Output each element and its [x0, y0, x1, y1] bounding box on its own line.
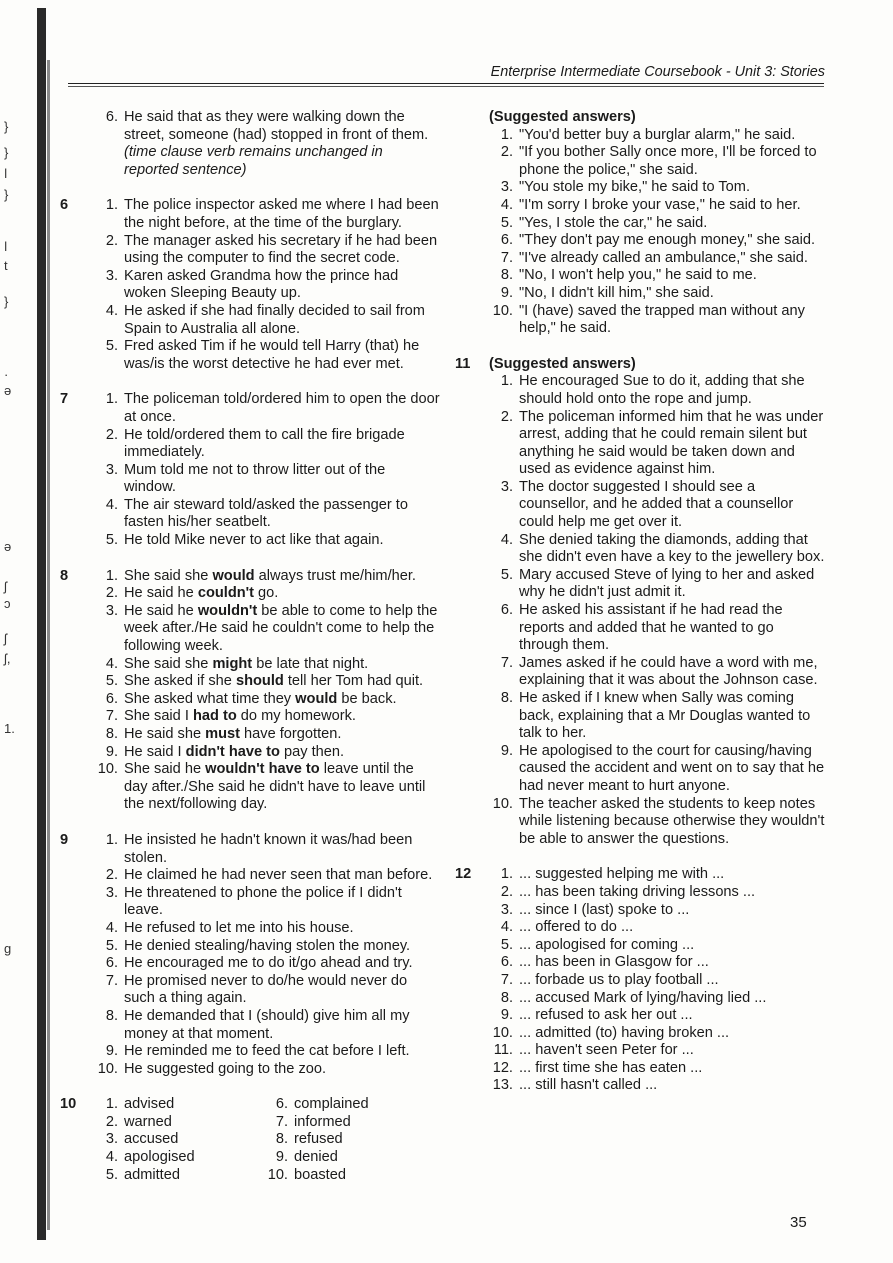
section-heading: (Suggested answers) [489, 109, 636, 125]
header-rule [68, 83, 824, 84]
binding-shadow [37, 8, 46, 1240]
answer-item: 9. "No, I didn't kill him," she said. [500, 284, 714, 301]
answer-item: 3. Karen asked Grandma how the prince had woken Sleeping Beauty up. [105, 267, 399, 302]
answer-item: 1. He insisted he hadn't known it was/had been stolen. [105, 831, 413, 866]
exercise-11 [455, 356, 825, 849]
answer-item: 4. She said she might be late that night. [105, 655, 369, 672]
answer-item: 1. ... suggested helping me with ... [500, 866, 725, 883]
answer-item: 11. ... haven't seen Peter for ... [493, 1042, 694, 1059]
answer-item: 3. He threatened to phone the police if I didn't leave. [105, 884, 402, 919]
exercise-7 [60, 391, 440, 549]
answer-item: 3. "You stole my bike," he said to Tom. [500, 179, 751, 196]
edge-mark: 1. [4, 721, 15, 736]
answer-item: 1. She said she would always trust me/him/her. [105, 567, 416, 584]
answer-item: 10. The teacher asked the students to keep notes while listening because otherwise they wouldn't be able to answer the questions. [492, 795, 825, 847]
exercise-number: 11 [455, 355, 471, 372]
answer-item: 12. ... first time she has eaten ... [492, 1059, 703, 1076]
answer-item: 2. The policeman informed him that he was under arrest, adding that he could remain silent but anything he said would be taken down and used as evidence against him. [500, 408, 824, 478]
edge-mark: g [4, 941, 12, 956]
edge-mark: · [4, 367, 9, 382]
edge-mark: ə [4, 383, 12, 398]
edge-mark: t [4, 258, 8, 273]
exercise-number: 9 [60, 831, 69, 848]
exercise-number: 8 [60, 567, 69, 584]
edge-mark: ʃ [4, 631, 7, 646]
exercise-5-continuation [60, 109, 440, 179]
exercise-9 [60, 832, 440, 1078]
answer-item: 4. ... offered to do ... [500, 919, 634, 936]
answer-item: 8. ... accused Mark of lying/having lied ... [500, 989, 767, 1006]
answer-item: 1. The policeman told/ordered him to open the door at once. [105, 391, 440, 425]
answer-item: 10. He suggested going to the zoo. [97, 1060, 327, 1077]
answer-item: 9. He reminded me to feed the cat before I left. [105, 1043, 410, 1060]
answer-item: 10. "I (have) saved the trapped man without any help," he said. [492, 302, 805, 337]
answer-item: 2. He told/ordered them to call the fire brigade immediately. [105, 426, 405, 461]
exercise-number: 7 [60, 391, 69, 408]
answer-item: 2. ... has been taking driving lessons ... [500, 883, 756, 900]
answer-item: 2. The manager asked his secretary if he had been using the computer to find the secret code. [105, 232, 438, 267]
answer-item: 5. He denied stealing/having stolen the money. [105, 937, 411, 954]
answer-item: 1. He encouraged Sue to do it, adding that she should hold onto the rope and jump. [500, 373, 805, 407]
answer-item: 1. "You'd better buy a burglar alarm," he said. [500, 126, 796, 143]
answer-item: 5. Mary accused Steve of lying to her and asked why he didn't just admit it. [500, 566, 815, 601]
edge-mark: } [4, 119, 9, 134]
exercise-number: 6 [60, 197, 69, 214]
answer-note: (time clause verb remains unchanged in reported sentence) [124, 144, 383, 178]
answer-item: 7. James asked if he could have a word with me, explaining that it was about the Johnson case. [500, 654, 818, 689]
right-column [455, 109, 825, 1113]
left-column [60, 109, 440, 1202]
edge-mark: ʃ, [4, 651, 11, 666]
page-number: 35 [790, 1214, 807, 1231]
answer-item: 8. He said she must have forgotten. [105, 726, 342, 742]
answer-item: 7. ... forbade us to play football ... [500, 971, 719, 988]
section-heading: (Suggested answers) [489, 355, 636, 372]
answer-item: 7. informed [275, 1113, 351, 1130]
edge-mark: ǀ [4, 166, 8, 181]
answer-item: 8. "No, I won't help you," he said to me. [500, 267, 757, 284]
exercise-10-suggested [455, 109, 825, 338]
header-rule-secondary [68, 86, 824, 87]
answer-item: 10. boasted [267, 1166, 346, 1183]
answer-item: 8. He asked if I knew when Sally was coming back, explaining that a Mr Douglas wanted to talk to her. [500, 690, 811, 742]
answer-item: 7. "I've already called an ambulance," she said. [500, 249, 808, 266]
edge-mark: ʃ [4, 579, 7, 594]
answer-item: 4. He refused to let me into his house. [105, 919, 354, 936]
answer-item: 5. ... apologised for coming ... [500, 936, 695, 953]
answer-item: 5. admitted [105, 1166, 180, 1183]
answer-item: 9. He said I didn't have to pay then. [105, 743, 345, 760]
answer-item: 7. She said I had to do my homework. [105, 708, 356, 725]
answer-item: 5. "Yes, I stole the car," he said. [500, 214, 708, 231]
exercise-number: 10 [60, 1096, 77, 1113]
answer-item: 2. He said he couldn't go. [105, 585, 279, 602]
answer-item: 7. He promised never to do/he would never do such a thing again. [105, 972, 408, 1007]
answer-item: 1. advised [105, 1096, 175, 1113]
edge-mark: } [4, 294, 9, 309]
answer-item: 8. refused [275, 1131, 343, 1148]
answer-item: 2. warned [105, 1113, 172, 1130]
answer-item: 4. He asked if she had finally decided to sail from Spain to Australia all alone. [105, 302, 425, 337]
answer-item: 3. Mum told me not to throw litter out of the window. [105, 461, 386, 496]
answer-item: 6. She asked what time they would be back. [105, 690, 397, 707]
running-header: Enterprise Intermediate Coursebook - Unit 3: Stories [490, 64, 825, 80]
answer-item: 1. The police inspector asked me where I had been the night before, at the time of the burglary. [105, 197, 439, 231]
binding-edge [47, 60, 50, 1230]
answer-item: 6. "They don't pay me enough money," she said. [500, 232, 816, 249]
exercise-8 [60, 568, 440, 814]
answer-item: 6. ... has been in Glasgow for ... [500, 954, 709, 971]
answer-item: 10. ... admitted (to) having broken ... [492, 1024, 730, 1041]
answer-item: 4. The air steward told/asked the passenger to fasten his/her seatbelt. [105, 496, 408, 531]
answer-item: 9. He apologised to the court for causing/having caused the accident and went on to say that he had never meant to hurt anyone. [500, 742, 825, 794]
answer-item: 3. The doctor suggested I should see a counsellor, and he added that a counsellor could help me get over it. [500, 478, 794, 531]
answer-item: 13. ... still hasn't called ... [492, 1077, 658, 1094]
answer-item: 4. "I'm sorry I broke your vase," he said to her. [500, 196, 801, 213]
answer-item: 5. She asked if she should tell her Tom had quit. [105, 673, 424, 690]
edge-mark: ə [4, 539, 12, 554]
answer-item: 2. "If you bother Sally once more, I'll be forced to phone the police," she said. [500, 144, 817, 178]
exercise-6 [60, 197, 440, 373]
edge-mark: } [4, 145, 9, 160]
answer-item: 2. He claimed he had never seen that man before. [105, 867, 433, 884]
edge-mark: } [4, 187, 9, 202]
answer-item: 5. Fred asked Tim if he would tell Harry (that) he was/is the worst detective he had ever met. [105, 338, 420, 372]
answer-item: 9. denied [275, 1149, 338, 1166]
answer-item: 8. He demanded that I (should) give him all my money at that moment. [105, 1007, 410, 1042]
answer-item: 3. He said he wouldn't be able to come to help the week after./He said he couldn't come to help the following week. [105, 602, 438, 655]
exercise-10 [60, 1096, 440, 1184]
exercise-12 [455, 866, 825, 1095]
answer-item: 10. She said he wouldn't have to leave until the day after./She said he didn't have to leave until the next/following day. [97, 761, 426, 813]
edge-mark: ɔ [4, 596, 11, 611]
bleed-through-marks [4, 110, 18, 1010]
answer-item: 9. ... refused to ask her out ... [500, 1007, 693, 1024]
answer-item: 4. apologised [105, 1149, 195, 1166]
answer-item: 3. ... since I (last) spoke to ... [500, 901, 690, 918]
answer-item: 6. He encouraged me to do it/go ahead and try. [105, 955, 413, 972]
answer-item: 6. He asked his assistant if he had read the reports and added that he wanted to go through them. [500, 602, 783, 654]
exercise-number: 12 [455, 866, 472, 883]
edge-mark: ǀ [4, 239, 8, 254]
answer-item: 3. accused [105, 1131, 179, 1148]
answer-item: 5. He told Mike never to act like that again. [105, 532, 384, 549]
answer-item: 6. complained [275, 1096, 369, 1113]
answer-item: 4. She denied taking the diamonds, adding that she didn't even have a key to the jewellery box. [500, 531, 825, 566]
answer-item: 6. He said that as they were walking down the street, someone (had) stopped in front of them. (time clause verb remains unchanged in reported sentence) [105, 109, 429, 178]
